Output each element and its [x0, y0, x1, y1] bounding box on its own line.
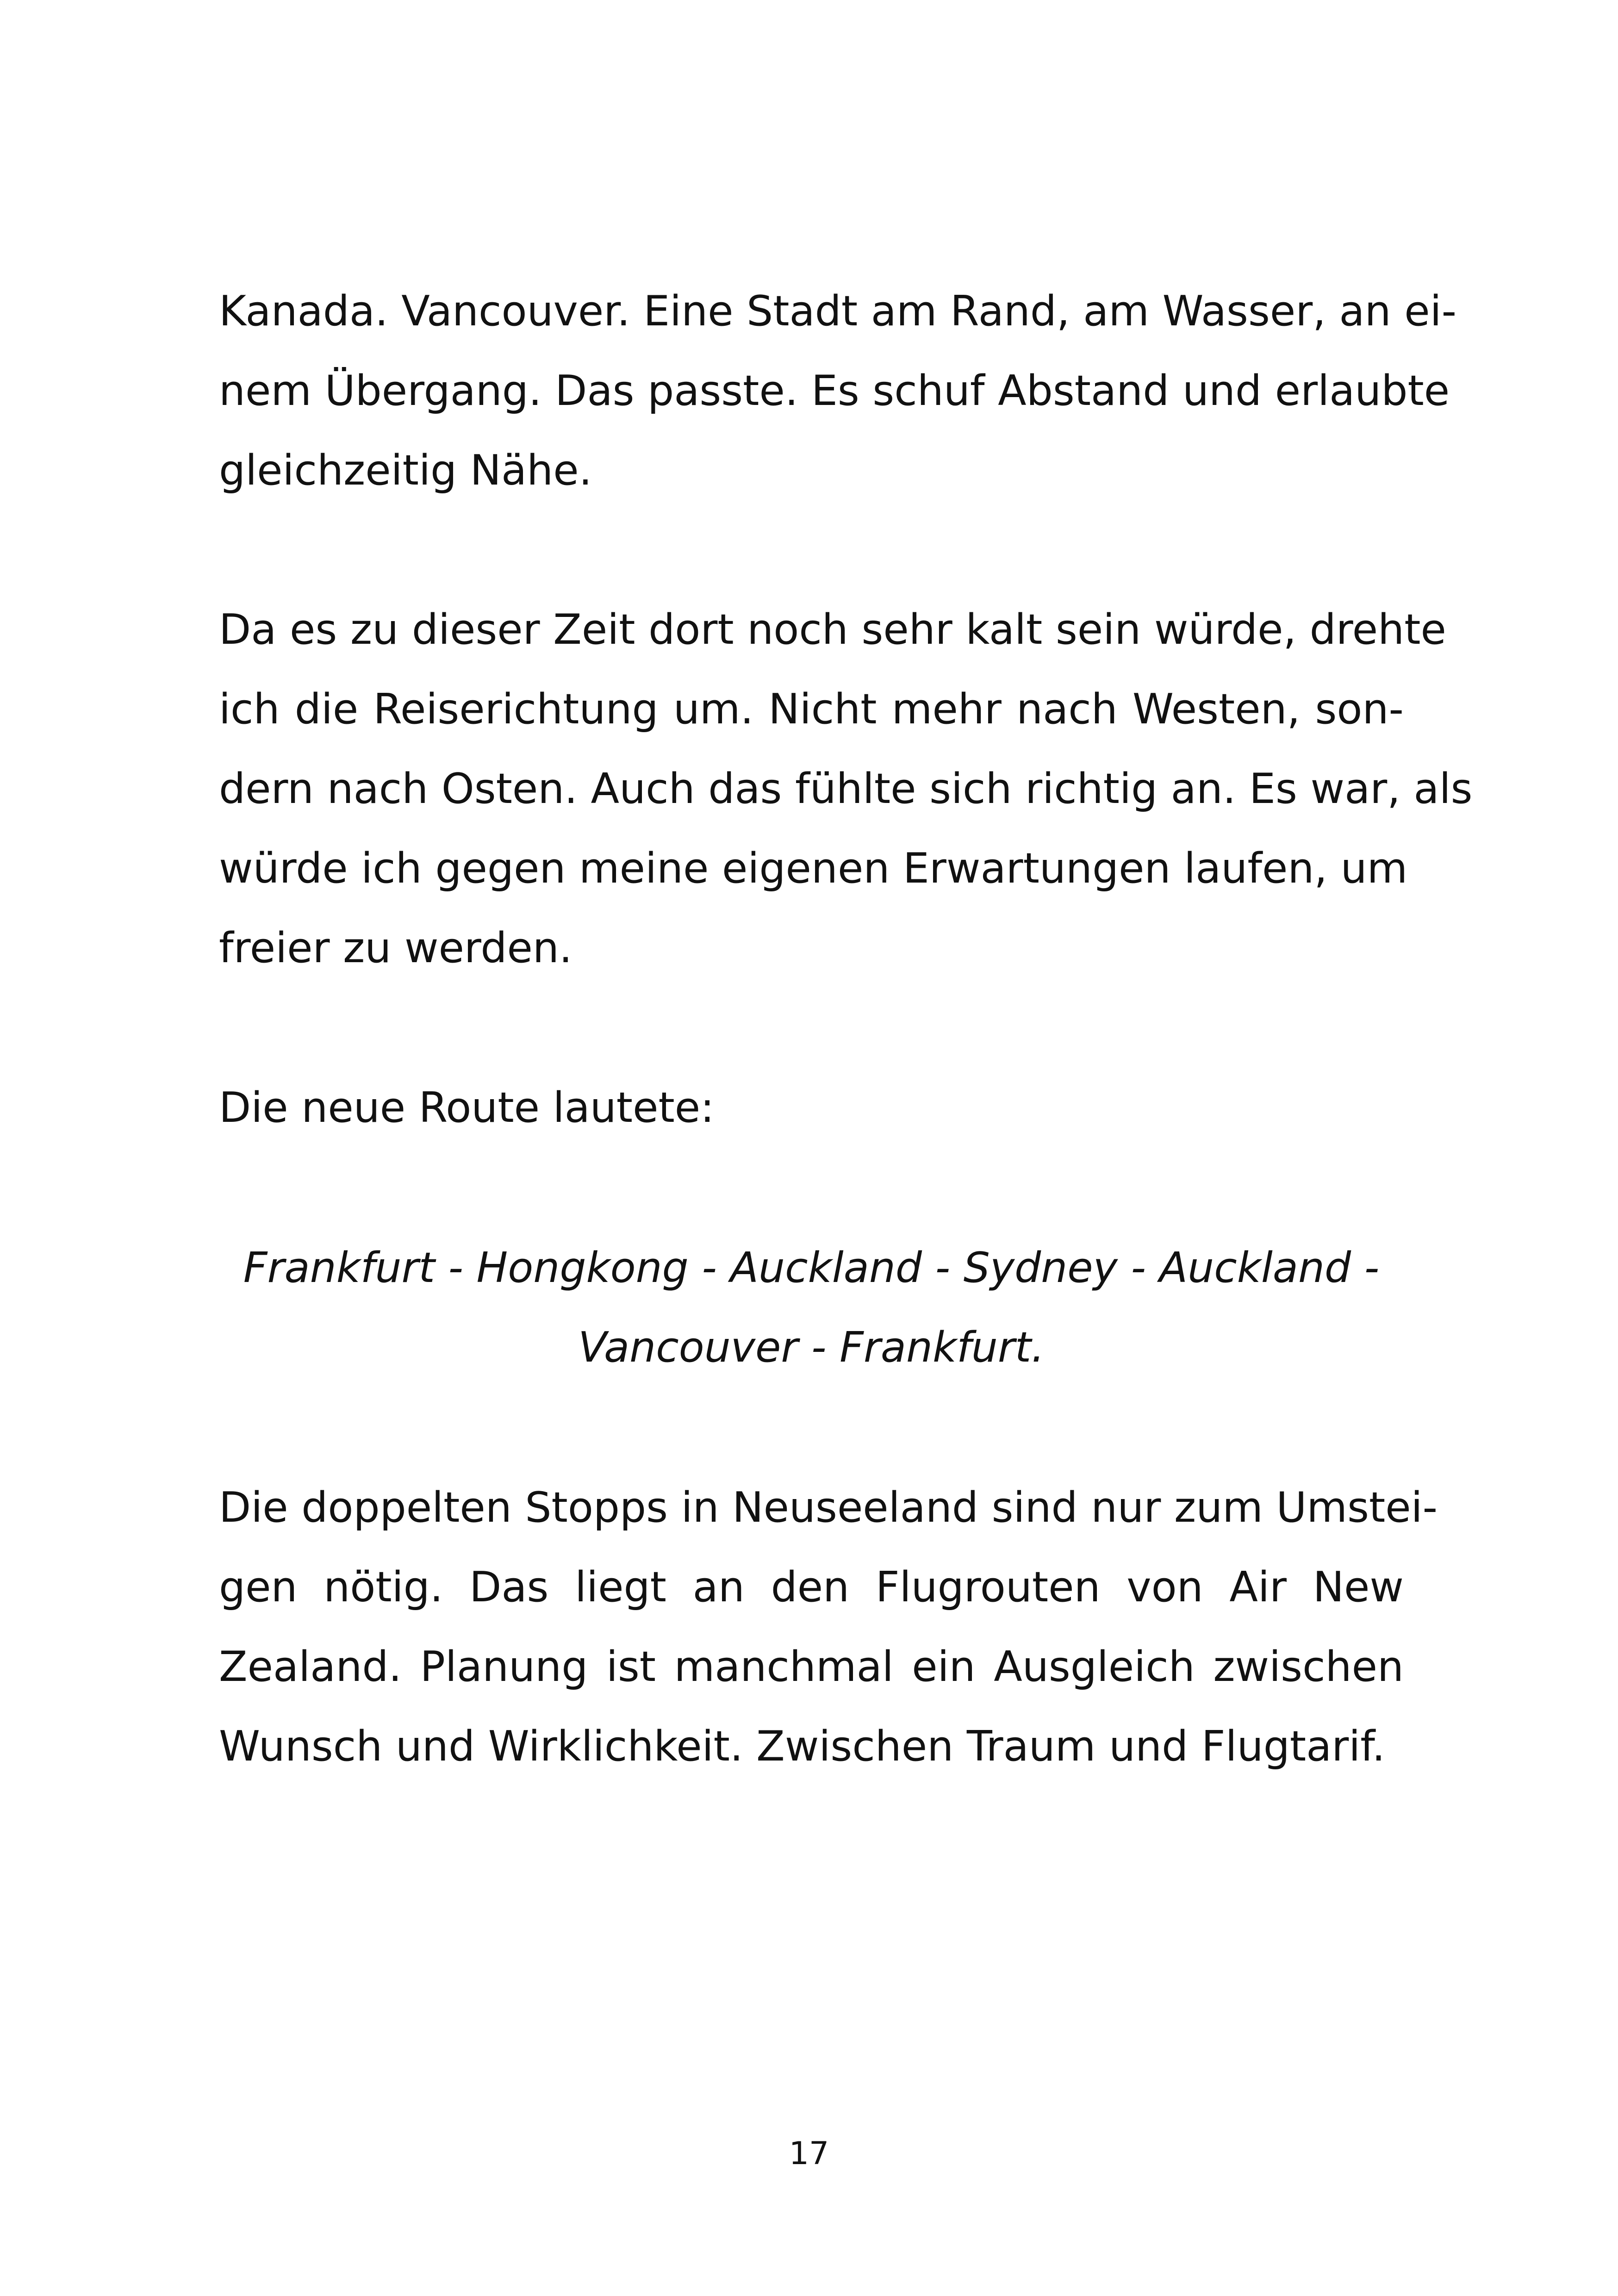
paragraph-line: Kanada. Vancouver. Eine Stadt am Rand, am Wasser, an ei- [219, 287, 1457, 336]
paragraph-line: Die doppelten Stopps in Neuseeland sind nur zum Umstei- [219, 1483, 1438, 1532]
paragraph-line: gen nötig. Das liegt an den Flugrouten von Air New [219, 1563, 1404, 1612]
page-number: 17 [789, 2135, 829, 2172]
route-line: Vancouver - Frankfurt. [578, 1323, 1045, 1372]
paragraph-line: dern nach Osten. Auch das fühlte sich richtig an. Es war, als [219, 765, 1473, 813]
paragraph-line: Zealand. Planung ist manchmal ein Ausgleich zwischen [219, 1643, 1404, 1691]
route-line: Frankfurt - Hongkong - Auckland - Sydney - Auckland - [243, 1244, 1380, 1292]
paragraph-line: gleichzeitig Nähe. [219, 446, 592, 495]
paragraph-line: würde ich gegen meine eigenen Erwartungen laufen, um [219, 844, 1408, 893]
paragraph-line: Wunsch und Wirklichkeit. Zwischen Traum und Flugtarif. [219, 1722, 1386, 1771]
paragraph-line: freier zu werden. [219, 924, 573, 972]
paragraph-line: Da es zu dieser Zeit dort noch sehr kalt sein würde, drehte [219, 605, 1446, 654]
paragraph-line: nem Übergang. Das passte. Es schuf Abstand und erlaubte [219, 367, 1450, 415]
paragraph-line: ich die Reiserichtung um. Nicht mehr nach Westen, son- [219, 685, 1404, 734]
paragraph-line: Die neue Route lautete: [219, 1083, 715, 1132]
